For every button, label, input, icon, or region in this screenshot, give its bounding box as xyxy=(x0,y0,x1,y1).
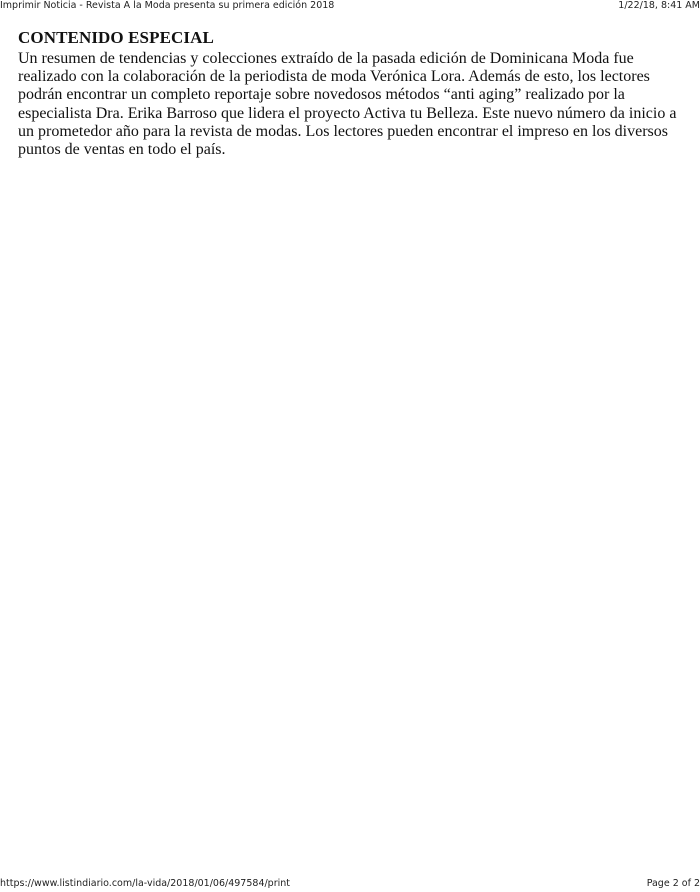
section-heading: CONTENIDO ESPECIAL xyxy=(18,28,214,47)
document-title: Imprimir Noticia - Revista A la Moda presenta su primera edición 2018 xyxy=(0,0,335,11)
page-number: Page 2 of 2 xyxy=(646,878,700,889)
page-url: https://www.listindiario.com/la-vida/2018/01/06/497584/print xyxy=(0,878,291,889)
article-paragraph: Un resumen de tendencias y colecciones extraído de la pasada edición de Dominicana Moda fue realizado con la colaboración de la periodista de moda Verónica Lora. Además de esto, los lectores podrán encontrar un completo reportaje sobre novedosos métodos “anti aging” realizado por la especialista Dra. Erika Barroso que lidera el proyecto Activa tu Belleza. Este nuevo número da inicio a un prometedor año para la revista de modas. Los lectores pueden encontrar el impreso en los diversos puntos de ventas en todo el país. xyxy=(18,50,677,159)
print-date: 1/22/18, 8:41 AM xyxy=(618,0,700,11)
print-footer xyxy=(0,878,700,892)
print-header xyxy=(0,0,700,14)
article-section xyxy=(18,28,693,159)
